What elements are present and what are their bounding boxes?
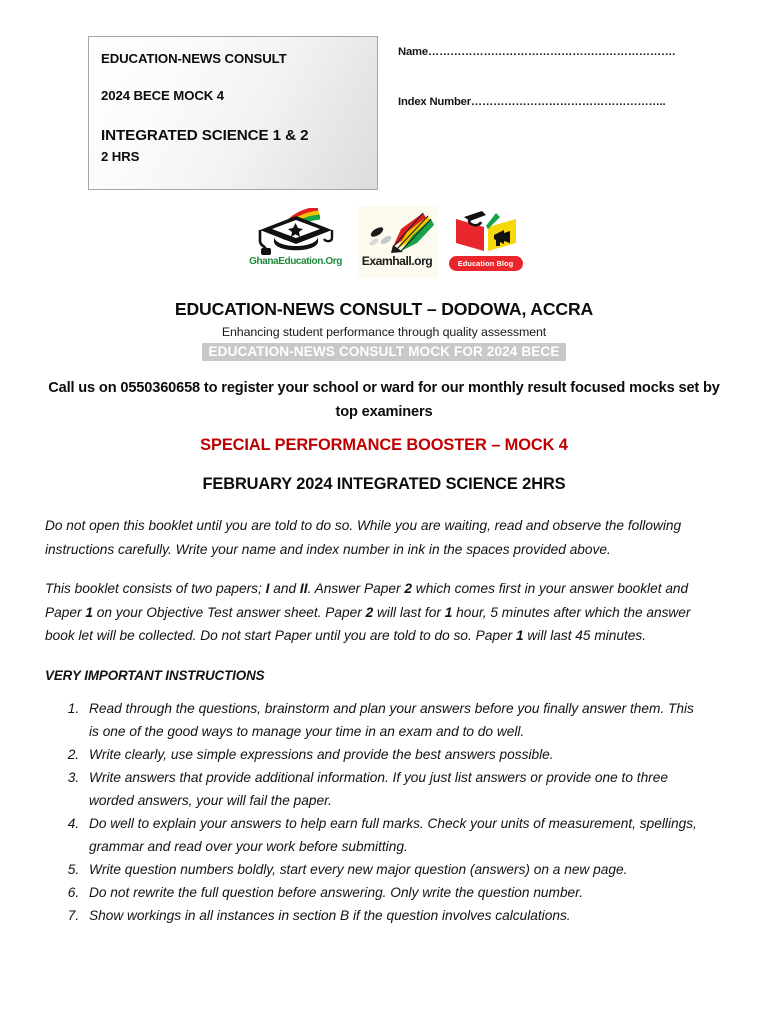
examhall-logo [357, 206, 438, 278]
ghana-education-logo-label: GhanaEducation.Org [249, 256, 342, 267]
candidate-fields [398, 42, 698, 108]
instruction-list-item: 4. Do well to explain your answers to help earn full marks. Check your units of measurement, spellings, grammar and read over your work before submitting. [83, 812, 702, 858]
instruction-paragraph-1: Do not open this booklet until you are told to do so. While you are waiting, read and observe the following instructions carefully. Write your name and index number in ink in the spaces provided above. [45, 518, 682, 557]
title-box-line-subject: INTEGRATED SCIENCE 1 & 2 [101, 127, 309, 144]
header-row [0, 36, 768, 192]
title-box-line-duration: 2 HRS [101, 149, 140, 164]
education-blog-logo [449, 206, 523, 278]
instruction-paragraph-2: This booklet consists of two papers; I and II. Answer Paper 2 which comes first in your answer booklet and Paper 1 on your Objective Test answer sheet. Paper 2 will last for 1 hour, 5 minutes after which the answer book let will be collected. Do not start Paper until you are told to do so. Paper 1 will last 45 minutes. [45, 581, 691, 643]
instructions-list [45, 697, 702, 927]
instruction-list-item: 7. Show workings in all instances in section B if the question involves calculations. [83, 904, 702, 927]
instructions-body [45, 514, 702, 927]
ghana-education-logo [246, 206, 346, 278]
name-field[interactable]: Name…………………………………………………………. [398, 46, 676, 58]
instruction-list-item: 6. Do not rewrite the full question before answering. Only write the question number. [83, 881, 702, 904]
subject-date-heading: FEBRUARY 2024 INTEGRATED SCIENCE 2HRS [202, 475, 566, 493]
graduation-cap-rainbow-icon [246, 208, 346, 256]
mock-band-wrapper [0, 343, 768, 361]
open-book-megaphone-icon [452, 207, 520, 255]
instruction-list-item: 1. Read through the questions, brainstorm and plan your answers before you finally answer them. This is one of the good ways to manage your time in an exam and to do well. [83, 697, 702, 743]
title-box-line-exam: 2024 BECE MOCK 4 [101, 88, 224, 103]
call-to-action-text: Call us on 0550360658 to register your school or ward for our monthly result focused mocks set by top examiners [48, 380, 720, 420]
organization-title: EDUCATION-NEWS CONSULT – DODOWA, ACCRA [174, 299, 594, 319]
organization-tagline: Enhancing student performance through quality assessment [221, 325, 547, 339]
logo-strip [0, 206, 768, 280]
instruction-list-item: 2. Write clearly, use simple expressions and provide the best answers possible. [83, 743, 702, 766]
mock-band-label: EDUCATION-NEWS CONSULT MOCK FOR 2024 BECE [202, 343, 565, 361]
booster-heading: SPECIAL PERFORMANCE BOOSTER – MOCK 4 [200, 436, 568, 454]
exam-title-box [88, 36, 378, 190]
title-box-line-organization: EDUCATION-NEWS CONSULT [101, 51, 287, 66]
pencil-icon [361, 209, 435, 255]
instruction-list-item: 3. Write answers that provide additional information. If you just list answers or provide one to three worded answers, your will fail the paper. [83, 766, 702, 812]
very-important-instructions-heading: VERY IMPORTANT INSTRUCTIONS [45, 667, 265, 683]
index-number-field[interactable]: Index Number…………………………………………….. [398, 96, 666, 108]
examhall-logo-label: Examhall.org [361, 254, 433, 268]
education-blog-logo-label: Education Blog [449, 256, 523, 271]
instruction-list-item: 5. Write question numbers boldly, start every new major question (answers) on a new page. [83, 858, 702, 881]
